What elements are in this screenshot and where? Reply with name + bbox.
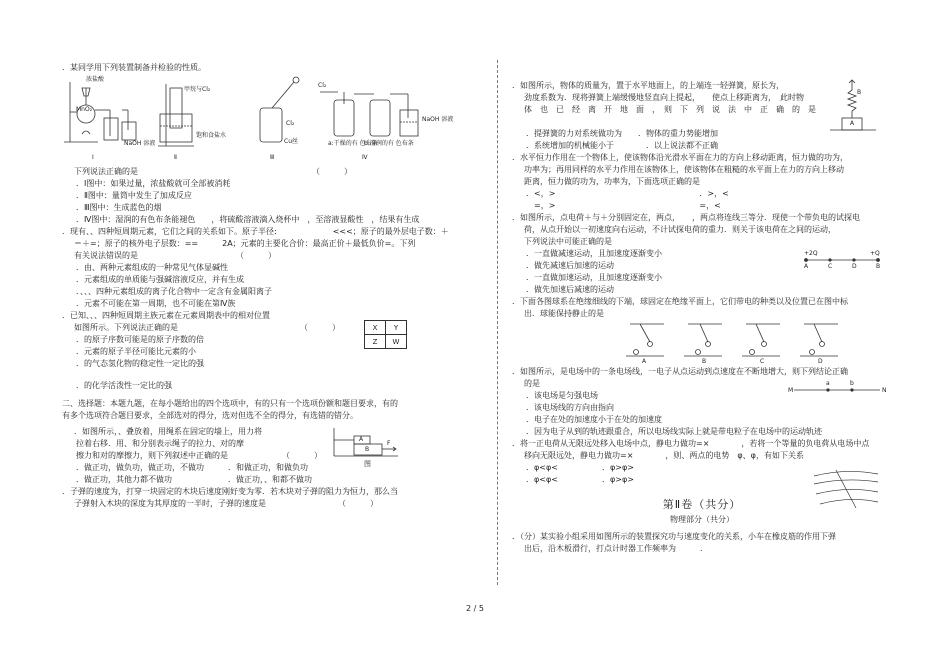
q8-figure [802,250,882,272]
q5-answer-blank: （ ） [338,499,378,508]
q3-opt-b: ．元素的原子半径可能比元素的小 [76,347,196,356]
q1-opt-d: ．Ⅳ图中：湿润的有色布条能褪色 ，将硫酸溶液滴入烧杯中 ，至溶液显酸性 ，结果有生成 [76,215,420,224]
q10-line-1: ．如图所示，是电场中的一条电场线，一电子从点运动到点速度在不断地增大，则下列结论正确 [512,367,848,376]
q11-opt-c: ．φ<φ< [526,475,558,484]
q3-line-1: ．已知、、、四种短周期主族元素在元素周期表中的相对位置 [62,311,270,320]
q10-fig-m: M [788,387,794,394]
q4-line-3 [62,450,487,462]
q7-line-3 [512,176,892,188]
q3-opt-d: ．的化学活泼性一定比的强 [76,381,172,390]
q3-opt-c: ．的气态氢化物的稳定性一定比的强 [76,359,204,368]
q2-opt-a: ．由、两种元素组成的一种常见气体显碱性 [76,263,228,272]
q7-line-2: 功率为；再用同样的水平力作用在该物体上，使该物体在粗糙的水平面上在力的方向上移动 [524,165,844,174]
q9-fig-c: C [760,358,765,365]
q5-line-1: ．子弹的速度为，打穿一块固定的木块后速度刚好变为零．若木块对子弹的阻力为恒力，那么当 [62,487,398,496]
q8-fig-point-a: A [804,263,809,270]
q4-line-2: 拉着右移．用、和分别表示绳子的拉力、对的摩 [76,439,244,448]
q4-opt-row-2 [62,474,487,486]
q8-fig-point-d: D [852,263,857,270]
label-cl2-iii: Cl₂ [286,120,295,127]
q11-line-2 [512,450,892,462]
q6-line-1: ．如图所示，物体的质量为，置于水平地面上，的上端连一轻弹簧，原长为， [512,81,784,90]
q11-opt-d: ．φ>φ> [602,475,634,484]
q4-block [62,426,487,486]
label-naoh-iv: NaOH 溶液 [422,116,454,123]
cell-w: W [386,335,407,349]
q3-stem-text: 如图所示。下列说法正确的是 [74,323,178,332]
q4-line-1: ．如图所示，、叠放着，用绳系在固定的墙上，用力将 [74,427,262,436]
label-fig-i: Ⅰ [92,154,94,161]
q2-opt-b: ．元素组成的单质能与强碱溶液反应，并有生成 [76,275,244,284]
section-2-title: 第Ⅱ卷（共分） [662,498,742,511]
label-fig-iii: Ⅲ [270,154,275,161]
q2-line-1: ．现有、、四种短周期元素，它们之间的关系如下。原子半径: <<<；原子的最外层电子数：＋ [62,227,449,236]
cell-x: X [365,321,386,335]
label-dry-strip: a:干燥的有 色布条 [328,140,378,147]
q10-fig-n: N [882,387,887,394]
left-column [62,62,487,510]
q9-figure [622,320,892,366]
q6-figure [826,78,886,138]
label-acid: 浓盐酸 [86,76,105,83]
q3-line-2 [62,322,487,334]
q2-opt-d: ．元素不可能在第一周期，也不可能在第Ⅳ族 [76,299,236,308]
q2-opt-c: ．、、、四种元素组成的离子化合物中一定含有金属阳离子 [76,287,272,296]
right-column [512,80,892,555]
q10-fig-a: a [826,380,830,387]
q8-line-2: 荷，从点开始以一初速度向右运动，不计试探电荷的重力．则关于该电荷在之间的运动， [524,225,836,234]
cell-y: Y [386,321,407,335]
q4-opt-d: ．做正功，、和都不做功 [228,475,312,484]
column-divider [497,60,498,585]
q8-opt-b: ．做先减速后加速的运动 [526,261,614,270]
q12-line-2: 出后，沿木板滑行，打点计时器工作频率为 . [524,544,703,553]
q4-opt-c: ．做正功，其他力都不做功 [76,475,172,484]
q4-fig-label-b: B [365,446,370,453]
q8-fig-charge-left: +2Q [804,250,818,257]
q7-opt-ab: ．<，> ．>，< [526,189,729,198]
q6-line-2: 劲度系数为．现将弹簧上端缓慢地竖直向上提起， 使点上移距离为， 此时物 [524,93,804,102]
q4-fig-caption: 图 [364,460,371,468]
q3-answer-blank: （ ） [300,323,340,332]
q8-opt-c: ．一直做加速运动，且加速度逐渐变小 [526,273,662,282]
q9-line-2 [512,308,892,320]
q5-stem-text: 子弹射入木块的深度为其厚度的一半时，子弹的速度是 [74,499,266,508]
q11-figure [812,464,882,510]
q12-line-1: ．（分）某实验小组采用如图所示的装置探究功与速度变化的关系，小车在橡皮筋的作用下弹 [512,532,836,541]
q3-opt-a: ．的原子序数可能是的原子序数的倍 [76,335,204,344]
q10-opt-c: ．电子在处的加速度小于在处的加速度 [526,415,662,424]
apparatus-figure [62,74,487,166]
field-line-diagram [788,380,888,396]
q-intro: ．某同学用下列装置制备并检验的性质。 [62,63,206,72]
q8-line-1: ．如图所示，点电荷＋与＋分别固定在，两点， ，两点将连线三等分．现使一个带负电的试探电 [512,213,860,222]
q8-block [512,212,892,296]
q2-line-2: ＝＋=；原子的核外电子层数：== 2A；元素的主要化合价：最高正价＋最低负价=。下列 [74,239,416,248]
q11-stem-text: 移向无限远处，静电力做功=× ，则、两点的电势 φ、φ，有如下关系 [524,451,804,460]
q8-opt-d: ．做先加速后减速的运动 [526,285,614,294]
label-mno2: MnO₂ [76,106,93,113]
q1-opt-a: ．Ⅰ图中：如果过量，浓盐酸就可全部被消耗 [76,179,231,188]
q11-opt-b: ．φ>φ> [602,463,634,472]
q4-opt-row-1 [62,462,487,474]
label-naoh: NaOH 溶液 [124,140,156,147]
q8-fig-charge-right: +Q [870,250,880,257]
section2-line-1: 二、选择题：本题九题，在每小题给出的四个选项中，有的只有一个选项份额和题目要求，有的 [62,399,398,408]
field-lines-figure [812,464,882,510]
q4-figure [332,426,402,468]
q4-answer-blank: （ ） [282,451,322,460]
q8-opt-a: ．一直做减速运动，且加速度逐渐变小 [526,249,662,258]
label-wet-strip: b:湿润的有 色布条 [364,140,414,147]
q6-fig-label-b: B [857,89,862,96]
q7-line-1: ．水平恒力作用在一个物体上，使该物体沿光滑水平面在力的方向上移动距离，恒力做的功为， [512,153,848,162]
q5-line-2 [62,498,487,510]
q2-line-3 [62,250,487,262]
q4-fig-label-a: A [359,436,364,443]
q7-opt-cd: =，> =，< [526,201,721,210]
q1-stem-text: 下列说法正确的是 [74,167,138,176]
q9-fig-a: A [642,358,647,365]
label-methane: 甲烷与Cl₂ [184,86,211,93]
label-fig-iv: Ⅳ [362,154,368,161]
q10-figure [788,380,888,396]
q9-fig-b: B [702,358,707,365]
q6-opt-ab: ．提弹簧的力对系统做功为 ．物体的重力势能增加 [526,129,718,138]
q3-block [62,322,487,380]
page-number: 2 / 5 [466,604,484,613]
q2-stem-text: 有关说法错误的是 [74,251,138,260]
q8-fig-point-b: B [876,263,881,270]
q9-stem-text: 出．球能保持静止的是 [524,309,604,318]
hanging-balls-diagram [622,320,872,366]
q10-opt-b: ．该电场线的方向由指向 [526,403,614,412]
q10-block [512,366,892,438]
q6-opt-cd: ．系统增加的机械能小于 ．以上说法都不正确 [526,141,718,150]
label-cu: Cu丝 [284,138,298,145]
label-cl2-iv: Cl₂ [318,82,327,89]
q2-answer-blank: （ ） [236,251,276,260]
section-2-subtitle: 物理部分（共分） [670,515,734,524]
q6-fig-label-a: A [850,120,855,127]
q1-opt-b: ．Ⅱ图中：量筒中发生了加成反应 [76,191,192,200]
q8-line-3 [512,236,892,248]
periodic-position-table [364,320,407,349]
q9-line-1: ．下面各图球系在绝缘细线的下端，球固定在绝缘平面上，它们带电的种类以及位置已在图中标 [512,297,848,306]
q4-stem-text: 擦力和对的摩擦力，则下列叙述中正确的是 [76,451,228,460]
q1-stem [62,166,487,178]
q11-opt-a: ．φ<φ< [526,463,558,472]
label-fig-ii: Ⅱ [174,154,177,161]
label-brine: 饱和食盐水 [196,132,227,139]
q4-opt-a: ．做正功，做负功，做正功，不做功 [76,463,204,472]
q8-fig-point-c: C [828,263,833,270]
q10-opt-d: ．因为电子从到的轨迹跟重合，所以电场线实际上就是带电粒子在电场中的运动轨迹 [526,427,822,436]
q11-line-1: ．将一正电荷从无限远处移入电场中点，静电力做功=× ，若将一个等量的负电荷从电场中点 [512,439,870,448]
q10-opt-a: ．该电场是匀强电场 [526,391,598,400]
q10-stem-text: 的是 [524,379,540,388]
section2-line-2: 有多个选项符合题目要求，全部选对的得分，选对但选不全的得分，有选错的错分。 [62,411,358,420]
q9-fig-d: D [818,358,823,365]
cell-z: Z [365,335,386,349]
q6-line-3: 体 也 已 经 离 开 地 面 ， 则 下 列 说 法 中 正 确 的 是 [524,105,816,114]
q11-block [512,438,892,486]
spring-block-diagram [826,78,886,138]
q10-fig-b: b [850,380,854,387]
q1-opt-c: ．Ⅲ图中：生成蓝色的烟 [76,203,162,212]
apparatus-drawing [62,74,462,166]
q1-answer-blank: （ ） [312,167,352,176]
q6-block [512,80,892,152]
q4-fig-label-f: F [387,440,391,447]
q8-stem-text: 下列说法中可能正确的是 [524,237,612,246]
q4-opt-b: ．和做正功，和做负功 [228,463,308,472]
q7-stem-text: 距离，恒力做的功为，功率为，下面选项正确的是 [524,177,700,186]
